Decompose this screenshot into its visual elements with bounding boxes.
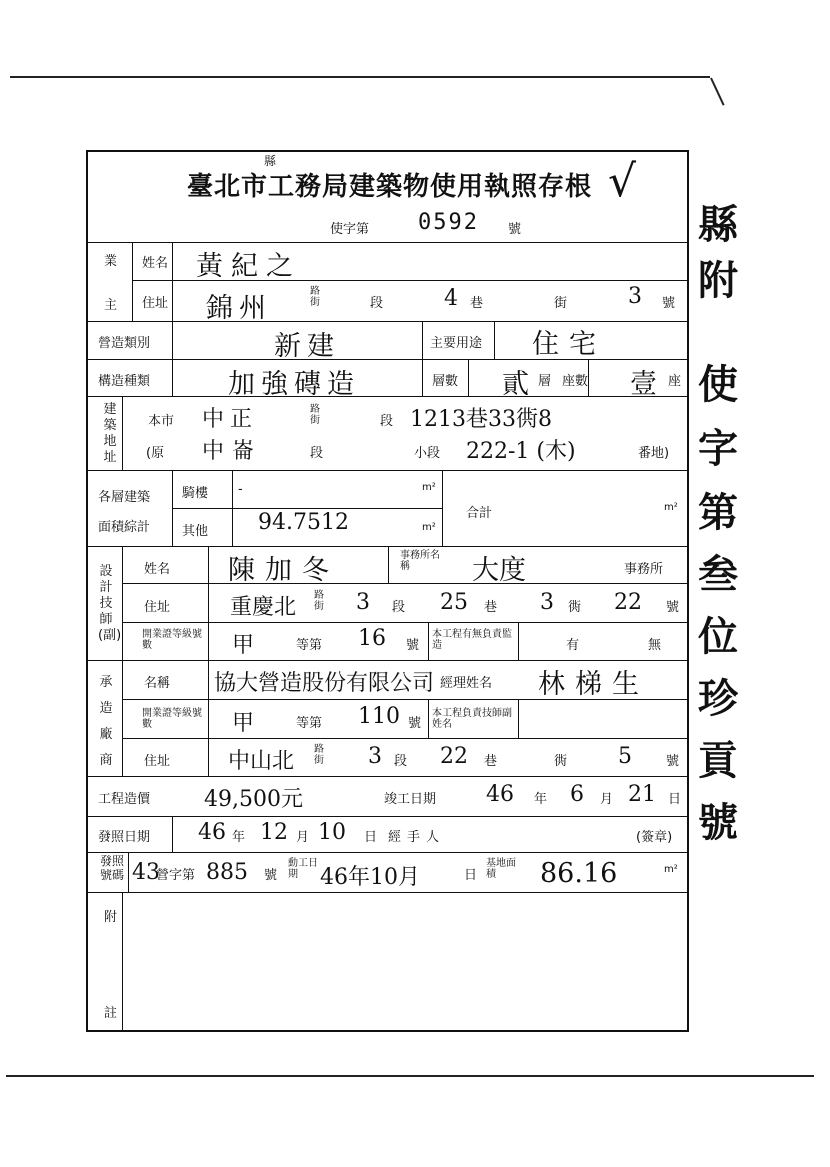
contractor-section-value: 3 (368, 744, 382, 769)
contractor-engineer-label: 本工程負責技師副姓名 (432, 708, 512, 730)
cost-value: 49,500元 (204, 787, 303, 812)
side-stamp-char: 附 (698, 257, 738, 304)
site-lot-label: 番地) (638, 446, 670, 461)
issue-label: 發照日期 (98, 830, 151, 845)
side-stamp-char: 第 (698, 489, 738, 536)
side-stamp-char: 貢 (698, 737, 738, 784)
designer-office-value: 大度 (472, 555, 526, 586)
buildings-value: 壹 (630, 369, 657, 400)
site-subsection-label: 小段 (414, 446, 441, 461)
rule (132, 242, 133, 321)
other-unit: m² (422, 522, 436, 533)
completion-day-label: 日 (668, 792, 682, 807)
site-area-value: 86.16 (540, 858, 618, 889)
build-permit-year-value: 43 (132, 860, 160, 885)
contractor-name-label: 名稱 (144, 676, 171, 691)
completion-label: 竣工日期 (384, 792, 437, 807)
designer-number-value: 22 (614, 590, 642, 615)
buildings-unit: 座 (668, 374, 682, 389)
designer-section-label: 段 (392, 600, 406, 615)
rule (88, 816, 688, 817)
floors-value: 貳 (502, 369, 529, 400)
rule (494, 321, 495, 359)
scan-edge-bottom (6, 1075, 814, 1077)
side-stamp-char: 叁 (698, 551, 738, 598)
side-stamp-char: 字 (698, 425, 738, 472)
designer-group-label: 設計技師(副) (98, 564, 122, 643)
owner-section-value: 4 (444, 286, 458, 311)
designer-road-value: 重慶北 (230, 595, 297, 620)
owner-lane-label: 巷 (470, 296, 484, 311)
designer-lane-value: 25 (440, 590, 468, 615)
contractor-alley-label: 衖 (554, 754, 568, 769)
main-use-value: 住宅 (532, 329, 606, 360)
rule (88, 396, 688, 397)
designer-supervision-have: 有 (566, 638, 580, 653)
completion-month-label: 月 (600, 792, 614, 807)
site-section-label: 段 (380, 414, 394, 429)
issue-month-value: 12 (260, 820, 288, 845)
build-permit-number-label: 號 (264, 868, 278, 883)
rule (122, 546, 123, 776)
scan-edge-corner (710, 78, 724, 106)
rule (88, 776, 688, 777)
permit-suffix: 號 (508, 222, 522, 237)
designer-address-label: 住址 (144, 600, 171, 615)
form-title: 臺北市工務局建築物使用執照存根 (186, 172, 592, 202)
rule (388, 546, 389, 583)
designer-name-value: 陳加冬 (228, 555, 339, 586)
contractor-grade-label: 等第 (296, 716, 323, 731)
rule (88, 852, 688, 853)
arcade-label: 騎樓 (182, 486, 209, 501)
rule (88, 660, 688, 661)
issue-year-label: 年 (232, 830, 246, 845)
rule (422, 359, 423, 396)
designer-number-label: 號 (666, 600, 680, 615)
side-stamp-char: 位 (698, 613, 738, 660)
arcade-unit: m² (422, 482, 436, 493)
rule (588, 359, 589, 396)
designer-office-label: 事務所名稱 (400, 550, 440, 572)
rule (122, 738, 688, 739)
contractor-license-label: 開業證等級號數 (142, 708, 202, 730)
contractor-number-value: 5 (618, 744, 632, 769)
designer-section-value: 3 (356, 590, 370, 615)
designer-grade-label: 等第 (296, 638, 323, 653)
completion-day-value: 21 (628, 782, 656, 807)
issue-year-value: 46 (198, 820, 226, 845)
main-use-label: 主要用途 (430, 336, 483, 351)
structure-label: 構造種類 (98, 374, 151, 389)
other-label: 其他 (182, 524, 209, 539)
contractor-number-label: 號 (666, 754, 680, 769)
owner-road-label: 路街 (310, 286, 320, 308)
contractor-address-label: 住址 (144, 754, 171, 769)
owner-road-value: 錦州 (206, 293, 272, 324)
rule (518, 622, 519, 660)
designer-license-suffix: 號 (406, 638, 420, 653)
rule (122, 396, 123, 470)
floors-label: 層數 (432, 374, 459, 389)
title-correction: 縣 (264, 154, 277, 168)
issue-day-label: 日 (364, 830, 378, 845)
designer-supervision-none: 無 (648, 638, 662, 653)
site-orig-district-value: 中崙 (202, 439, 263, 464)
owner-name-label: 姓名 (142, 256, 169, 271)
owner-number-value: 3 (628, 284, 642, 309)
rule (208, 546, 209, 776)
start-value: 46年10月 (320, 865, 420, 890)
permit-number: 0592 (418, 210, 479, 235)
total-label: 合計 (466, 506, 493, 521)
contractor-road-label: 路街 (314, 744, 324, 766)
rule (468, 359, 469, 396)
owner-label-2: 主 (104, 298, 118, 313)
build-permit-label: 發照號碼 (99, 854, 124, 882)
site-district-value: 中正 (202, 407, 259, 432)
area-label-2: 面積綜計 (98, 520, 151, 535)
rule (172, 321, 173, 396)
cost-label: 工程造價 (98, 792, 151, 807)
designer-alley-label: 衖 (568, 600, 582, 615)
site-road-label: 路街 (310, 404, 320, 426)
rule (172, 242, 173, 321)
completion-year-label: 年 (534, 792, 548, 807)
designer-office-suffix: 事務所 (624, 562, 664, 577)
contractor-license-no: 110 (358, 704, 400, 729)
completion-year-value: 46 (486, 782, 514, 807)
contractor-lane-value: 22 (440, 744, 468, 769)
start-label: 動工日期 (288, 858, 318, 880)
designer-license-label: 開業證等級號數 (142, 629, 202, 651)
owner-name-value: 黃紀之 (196, 251, 301, 282)
contractor-manager-label: 經理姓名 (440, 676, 493, 691)
check-mark: √ (608, 156, 637, 207)
owner-label-1: 業 (104, 254, 118, 269)
floors-unit: 層 (538, 374, 552, 389)
owner-number-label: 號 (662, 296, 676, 311)
total-unit: m² (664, 502, 678, 513)
scan-edge-top (10, 76, 710, 78)
site-orig-label: (原 (146, 446, 165, 461)
rule (422, 321, 423, 359)
owner-address-label: 住址 (142, 296, 169, 311)
designer-supervision-label: 本工程有無負責監造 (432, 629, 512, 651)
site-lot-value: 222-1 (木) (466, 439, 576, 464)
site-orig-section-label: 段 (310, 446, 324, 461)
contractor-name-value: 協大營造股份有限公司 (214, 671, 435, 696)
designer-license-no: 16 (358, 626, 386, 651)
construction-type-label: 營造類別 (98, 336, 151, 351)
contractor-road-value: 中山北 (228, 749, 295, 774)
side-stamp-char: 號 (698, 799, 738, 846)
site-label: 建築地址 (103, 402, 117, 465)
rule (232, 470, 233, 546)
seal-label: (簽章) (636, 830, 673, 845)
contractor-license-grade: 甲 (232, 711, 255, 736)
rule (172, 508, 442, 509)
area-label-1: 各層建築 (98, 490, 151, 505)
notes-label-1: 附 (104, 910, 118, 925)
rule (122, 583, 688, 584)
rule (172, 470, 173, 546)
start-day-label: 日 (464, 868, 478, 883)
handler-label: 經手人 (388, 830, 446, 845)
buildings-label: 座數 (562, 374, 589, 389)
contractor-lane-label: 巷 (484, 754, 498, 769)
rule (128, 852, 129, 892)
rule (88, 242, 688, 243)
contractor-license-suffix: 號 (408, 716, 422, 731)
permit-form (86, 150, 689, 1032)
notes-label-2: 註 (104, 1006, 118, 1021)
rule (442, 470, 443, 546)
designer-alley-value: 3 (540, 590, 554, 615)
rule (122, 892, 123, 1032)
arcade-value: - (238, 482, 243, 497)
rule (88, 892, 688, 893)
completion-month-value: 6 (570, 782, 584, 807)
site-city-label: 本市 (148, 414, 175, 429)
build-permit-number-value: 885 (206, 860, 248, 885)
permit-prefix: 使字第 (330, 222, 370, 237)
structure-value: 加強磚造 (228, 369, 360, 400)
side-stamp-char: 縣 (698, 201, 738, 248)
issue-day-value: 10 (318, 820, 346, 845)
issue-month-label: 月 (296, 830, 310, 845)
rule (518, 699, 519, 738)
rule (122, 622, 688, 623)
contractor-group-label: 承造廠商 (99, 675, 113, 768)
designer-name-label: 姓名 (144, 562, 171, 577)
rule (88, 470, 688, 471)
owner-street-label: 街 (554, 296, 568, 311)
other-value: 94.7512 (258, 510, 349, 535)
contractor-manager-value: 林梯生 (538, 669, 649, 700)
site-area-unit: m² (664, 864, 678, 875)
designer-license-grade: 甲 (232, 633, 255, 658)
side-stamp-char: 珍 (698, 675, 738, 722)
rule (428, 699, 429, 738)
build-permit-prefix: 營字第 (156, 868, 196, 883)
side-stamp-char: 使 (698, 361, 738, 408)
designer-lane-label: 巷 (484, 600, 498, 615)
site-area-label: 基地面積 (486, 858, 516, 880)
designer-road-label: 路街 (314, 590, 324, 612)
contractor-section-label: 段 (394, 754, 408, 769)
rule (172, 816, 173, 852)
owner-section-label: 段 (370, 296, 384, 311)
construction-type-value: 新建 (274, 331, 340, 362)
rule (428, 622, 429, 660)
site-lane-value: 1213巷33衖8 (410, 407, 552, 432)
